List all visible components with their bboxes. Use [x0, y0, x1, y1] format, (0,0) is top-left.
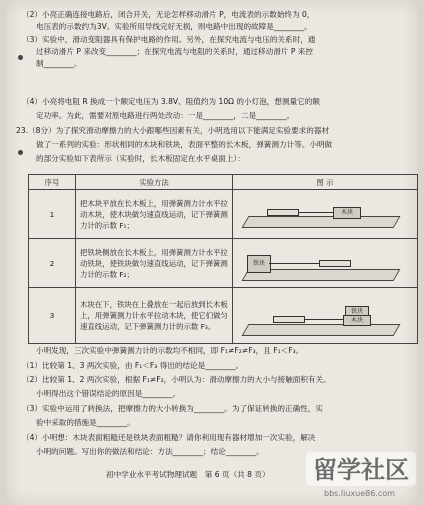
q23-sub-4: （4）小明想：木块表面粗糙还是铁块表面粗糙？请你利用现有器材增加一次实验，解决: [22, 433, 316, 442]
header-method: 实验方法: [76, 175, 233, 190]
q23-sub-4b: 小明的问题。写出你的做法和结论：方法________；结论________。: [36, 447, 264, 456]
binder-hole: [18, 55, 23, 60]
q23-line-2: 做了一系列的实验：形状相同的木块和铁块，表面平整的长木板，弹簧测力计等。小明做: [36, 140, 333, 149]
spring-scale: [273, 316, 305, 323]
row-no: 1: [29, 190, 76, 239]
row-no: 3: [29, 288, 76, 344]
watermark-logo: [306, 450, 416, 490]
q23-line-3: 的部分实验如下表所示（实验时，长木板固定在水平桌面上）：: [36, 154, 245, 163]
iron-block-top: 铁块: [345, 306, 369, 317]
q23-line-1: 23.（8分）为了探究滑动摩擦力的大小跟哪些因素有关，小明选用以下能满足实验要求的器材: [16, 126, 330, 135]
table-row: [29, 288, 418, 344]
table-row: [29, 239, 418, 288]
long-board: [242, 216, 401, 228]
q22-line-2: 电压表的示数约为3V。实验所用导线完好无损，则电路中出现的故障是________。: [36, 22, 312, 31]
table-row: [29, 190, 418, 239]
q22-line-3: （3）实验中，滑动变阻器具有保护电路的作用。另外，在探究电流与电压的关系时，通: [22, 35, 316, 44]
header-figure: 图 示: [233, 175, 418, 190]
binder-hole: [18, 150, 23, 155]
header-no: 序号: [29, 175, 76, 190]
wood-block-bottom: 木块: [343, 315, 371, 326]
row-method: 把木块平放在长木板上，用弹簧测力计水平拉动木块，使木块做匀速直线运动，记下弹簧测力计的示数 F₁；: [76, 190, 233, 239]
q22-line-4: 过移动滑片 P 来改变________；在探究电流与电阻的关系时，通过移动滑片 P 来控: [36, 47, 313, 56]
pull-rope: [299, 212, 333, 213]
figure-2: [233, 239, 418, 288]
q23-sub-2: （2）比较第 1、2 两次实验，根据 F₁≠F₂，小明认为：滑动摩擦力的大小与接触面积有关。: [22, 375, 331, 384]
q22-line-5: 制________。: [36, 59, 82, 68]
page-footer: 初中学业水平考试物理试题 第 6 页（共 8 页）: [106, 470, 270, 479]
row-method: 木块在下，铁块在上叠放在一起后放到长木板上，用弹簧测力计水平拉动木块，使它们做匀速直线运动，记下弹簧测力计的示数 F₃。: [76, 288, 233, 344]
table-header-row: [29, 175, 418, 190]
pull-rope: [269, 263, 319, 264]
pull-rope: [305, 319, 343, 320]
wood-block: 木块: [333, 207, 361, 219]
q23-sub-2b: 小明得出这个错误结论的原因是________。: [36, 389, 181, 398]
exam-page: [6, 0, 418, 505]
q22-line-6: （4）小亮将电阻 R 换成一个额定电压为 3.8V、阻值约为 10Ω 的小灯泡，想测量它的额: [22, 97, 320, 106]
q23-sub-3: （3）实验中运用了转换法，把摩擦力的大小转换为________。为了保证转换的正确性，实: [22, 404, 323, 413]
spring-scale: [267, 209, 299, 216]
row-method: 把铁块侧放在长木板上，用弹簧测力计水平拉动铁块，使铁块做匀速直线运动，记下弹簧测力计的示数 F₂；: [76, 239, 233, 288]
figure-3: [233, 288, 418, 344]
long-board: [242, 324, 401, 336]
q22-line-7: 定功率。为此，需要对原电路进行两处改动：一是________，二是________。: [36, 111, 295, 120]
watermark-logo-text: 留学社区: [313, 456, 409, 484]
q23-sub-1: （1）比较第 1、3 两次实验，由 F₁＜F₃ 得出的结论是________。: [22, 361, 244, 370]
experiment-table: [28, 174, 418, 344]
q23-sub-3b: 验中采取的措施是________。: [36, 418, 135, 427]
q23-finding: 小明发现，三次实验中弹簧测力计的示数均不相同，即 F₁≠F₂≠F₃，且 F₁＜F₃。: [36, 346, 304, 355]
watermark-url: bbs.liuxue86.com: [324, 489, 395, 498]
iron-block: 铁块: [247, 255, 271, 273]
figure-1: [233, 190, 418, 239]
row-no: 2: [29, 239, 76, 288]
q22-line-1: （2）小亮正确连接电路后，闭合开关，无论怎样移动滑片 P，电流表的示数始终为 0，: [22, 10, 315, 19]
spring-scale: [319, 260, 351, 267]
